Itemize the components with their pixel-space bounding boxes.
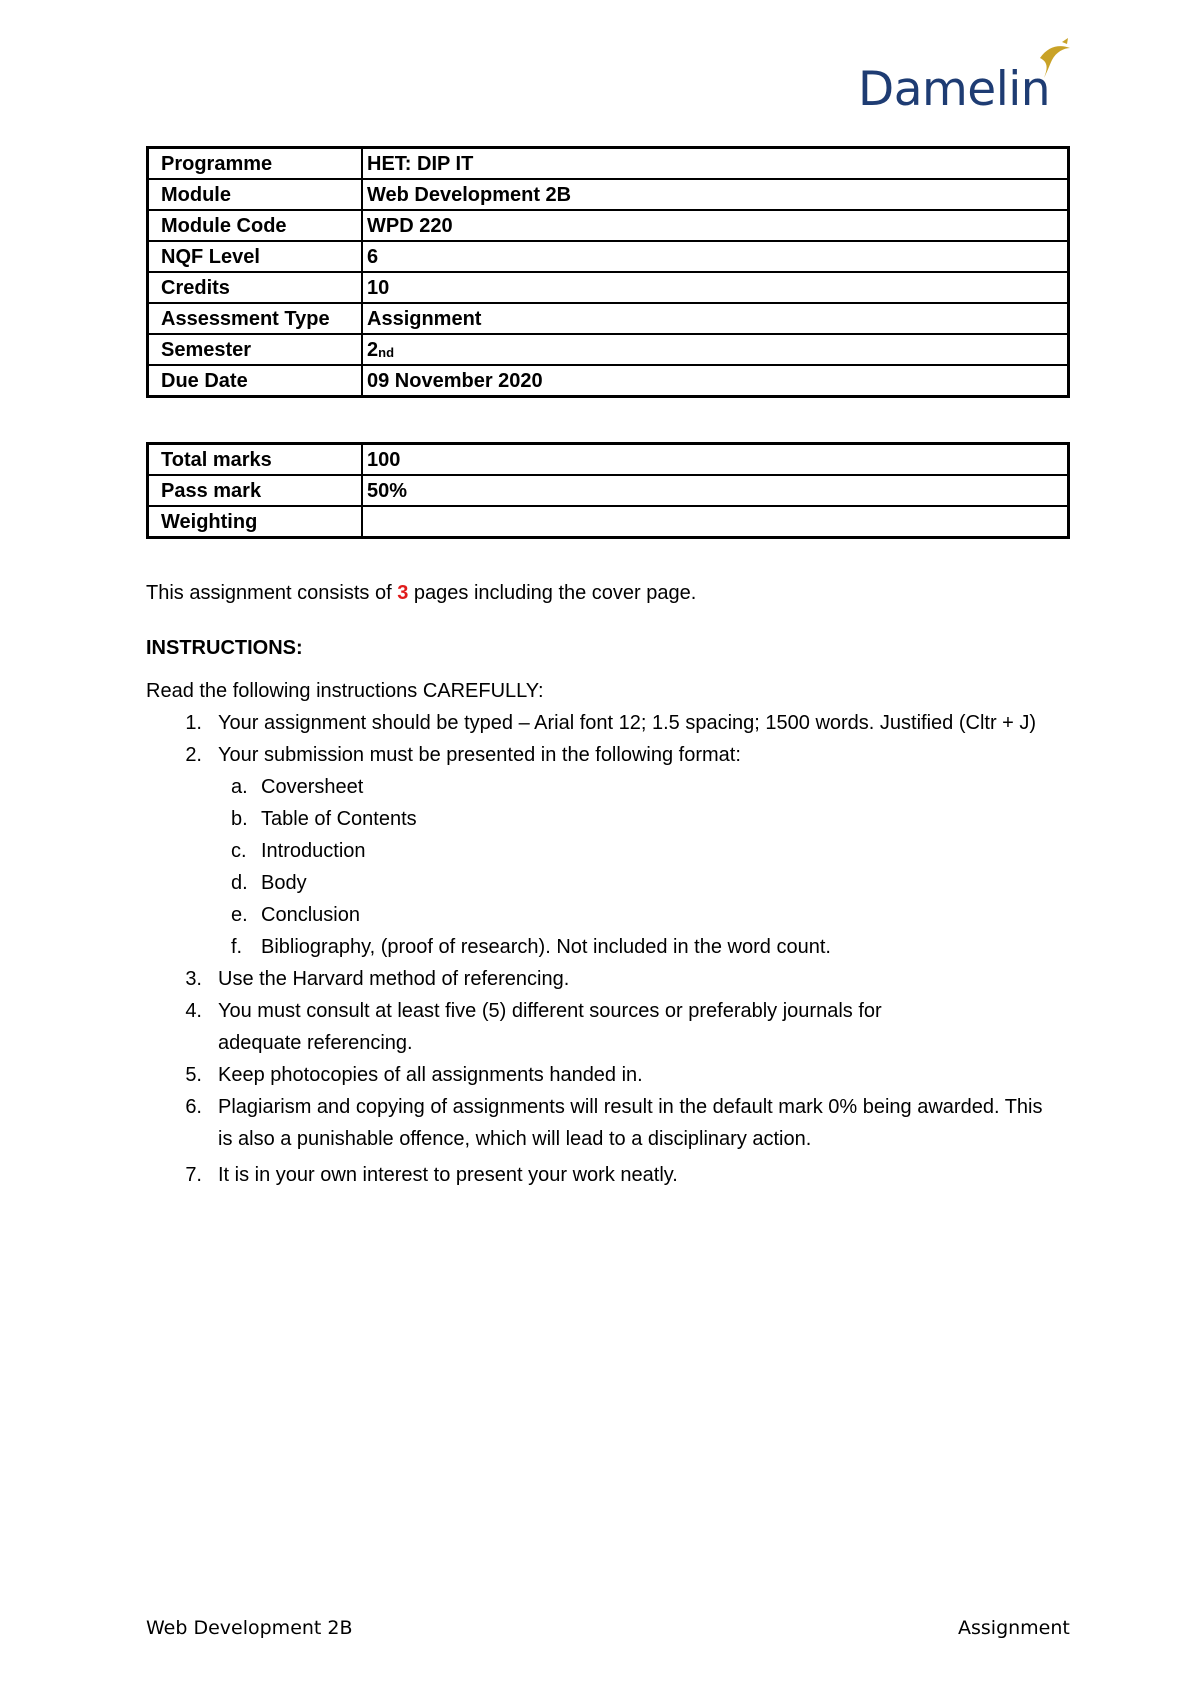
format-item <box>146 803 1043 835</box>
nqf-level-value: 6 <box>362 241 1069 272</box>
table-row <box>148 210 1069 241</box>
table-row <box>148 365 1069 397</box>
table-row <box>148 303 1069 334</box>
item-number: 6. <box>185 1096 202 1118</box>
weighting-value <box>362 506 1069 538</box>
item-text-continued: is also a punishable offence, which will lead to a disciplinary action. <box>218 1128 812 1150</box>
pass-mark-label: Pass mark <box>148 475 363 506</box>
due-date-value: 09 November 2020 <box>362 365 1069 397</box>
format-letter: e. <box>231 904 248 926</box>
pass-mark-value: 50% <box>362 475 1069 506</box>
format-letter: d. <box>231 872 248 894</box>
table-row <box>148 475 1069 506</box>
footer-module-name: Web Development 2B <box>146 1617 353 1639</box>
format-text: Introduction <box>261 840 366 862</box>
footer-document-type: Assignment <box>958 1617 1070 1639</box>
instructions-heading: INSTRUCTIONS: <box>146 637 303 659</box>
table-row <box>148 334 1069 365</box>
list-item <box>146 1159 1043 1191</box>
module-code-value: WPD 220 <box>362 210 1069 241</box>
format-text: Table of Contents <box>261 808 417 830</box>
table-row <box>148 179 1069 210</box>
item-text: Your assignment should be typed – Arial font 12; 1.5 spacing; 1500 words. Justified (Cltr + J) <box>218 712 1037 734</box>
semester-value <box>362 334 1069 365</box>
page-count-before: This assignment consists of <box>146 582 398 604</box>
total-marks-value: 100 <box>362 444 1069 476</box>
page-count-after: pages including the cover page. <box>408 582 697 604</box>
nqf-level-label: NQF Level <box>148 241 363 272</box>
table-row <box>148 272 1069 303</box>
format-text: Conclusion <box>261 904 360 926</box>
total-marks-label: Total marks <box>148 444 363 476</box>
item-text: You must consult at least five (5) different sources or preferably journals for <box>218 1000 882 1022</box>
format-item <box>146 931 1043 963</box>
item-number: 4. <box>185 1000 202 1022</box>
format-letter: b. <box>231 808 248 830</box>
format-item <box>146 867 1043 899</box>
table-row <box>148 148 1069 180</box>
item-text: It is in your own interest to present your work neatly. <box>218 1164 678 1186</box>
list-item <box>146 995 1043 1059</box>
module-label: Module <box>148 179 363 210</box>
page-count-number: 3 <box>397 582 409 604</box>
item-text: Use the Harvard method of referencing. <box>218 968 570 990</box>
due-date-label: Due Date <box>148 365 363 397</box>
cover-info-table <box>146 146 1070 398</box>
item-text: Plagiarism and copying of assignments will result in the default mark 0% being awarded. This <box>218 1096 1043 1118</box>
list-item <box>146 707 1043 739</box>
semester-label: Semester <box>148 334 363 365</box>
format-text: Body <box>261 872 307 894</box>
item-number: 5. <box>185 1064 202 1086</box>
semester-suffix: nd <box>378 344 395 360</box>
assessment-type-label: Assessment Type <box>148 303 363 334</box>
table-row <box>148 444 1069 476</box>
item-number: 7. <box>185 1164 202 1186</box>
format-text: Coversheet <box>261 776 364 798</box>
item-number: 3. <box>185 968 202 990</box>
list-item <box>146 963 1043 995</box>
table-row <box>148 506 1069 538</box>
format-text: Bibliography, (proof of research). Not included in the word count. <box>261 936 831 958</box>
programme-label: Programme <box>148 148 363 180</box>
list-item <box>146 739 1043 771</box>
instructions-list <box>146 707 1043 1191</box>
format-letter: a. <box>231 776 248 798</box>
item-text: Keep photocopies of all assignments handed in. <box>218 1064 643 1086</box>
list-item <box>146 1059 1043 1091</box>
logo-wordmark: Damelin <box>858 62 1051 117</box>
module-value: Web Development 2B <box>362 179 1069 210</box>
format-item <box>146 899 1043 931</box>
format-item <box>146 835 1043 867</box>
instructions-intro: Read the following instructions CAREFULLY: <box>146 680 544 702</box>
assessment-type-value: Assignment <box>362 303 1069 334</box>
credits-value: 10 <box>362 272 1069 303</box>
marks-table <box>146 442 1070 539</box>
credits-label: Credits <box>148 272 363 303</box>
programme-value: HET: DIP IT <box>362 148 1069 180</box>
format-item <box>146 771 1043 803</box>
page-count-sentence <box>146 583 696 603</box>
semester-number: 2 <box>367 338 379 361</box>
format-letter: c. <box>231 840 247 862</box>
module-code-label: Module Code <box>148 210 363 241</box>
item-text: Your submission must be presented in the following format: <box>218 744 741 766</box>
item-text-continued: adequate referencing. <box>218 1032 413 1054</box>
format-letter: f. <box>231 936 243 958</box>
damelin-logo <box>858 38 1098 124</box>
weighting-label: Weighting <box>148 506 363 538</box>
item-number: 1. <box>185 712 202 734</box>
list-item <box>146 1091 1043 1155</box>
item-number: 2. <box>185 744 202 766</box>
table-row <box>148 241 1069 272</box>
